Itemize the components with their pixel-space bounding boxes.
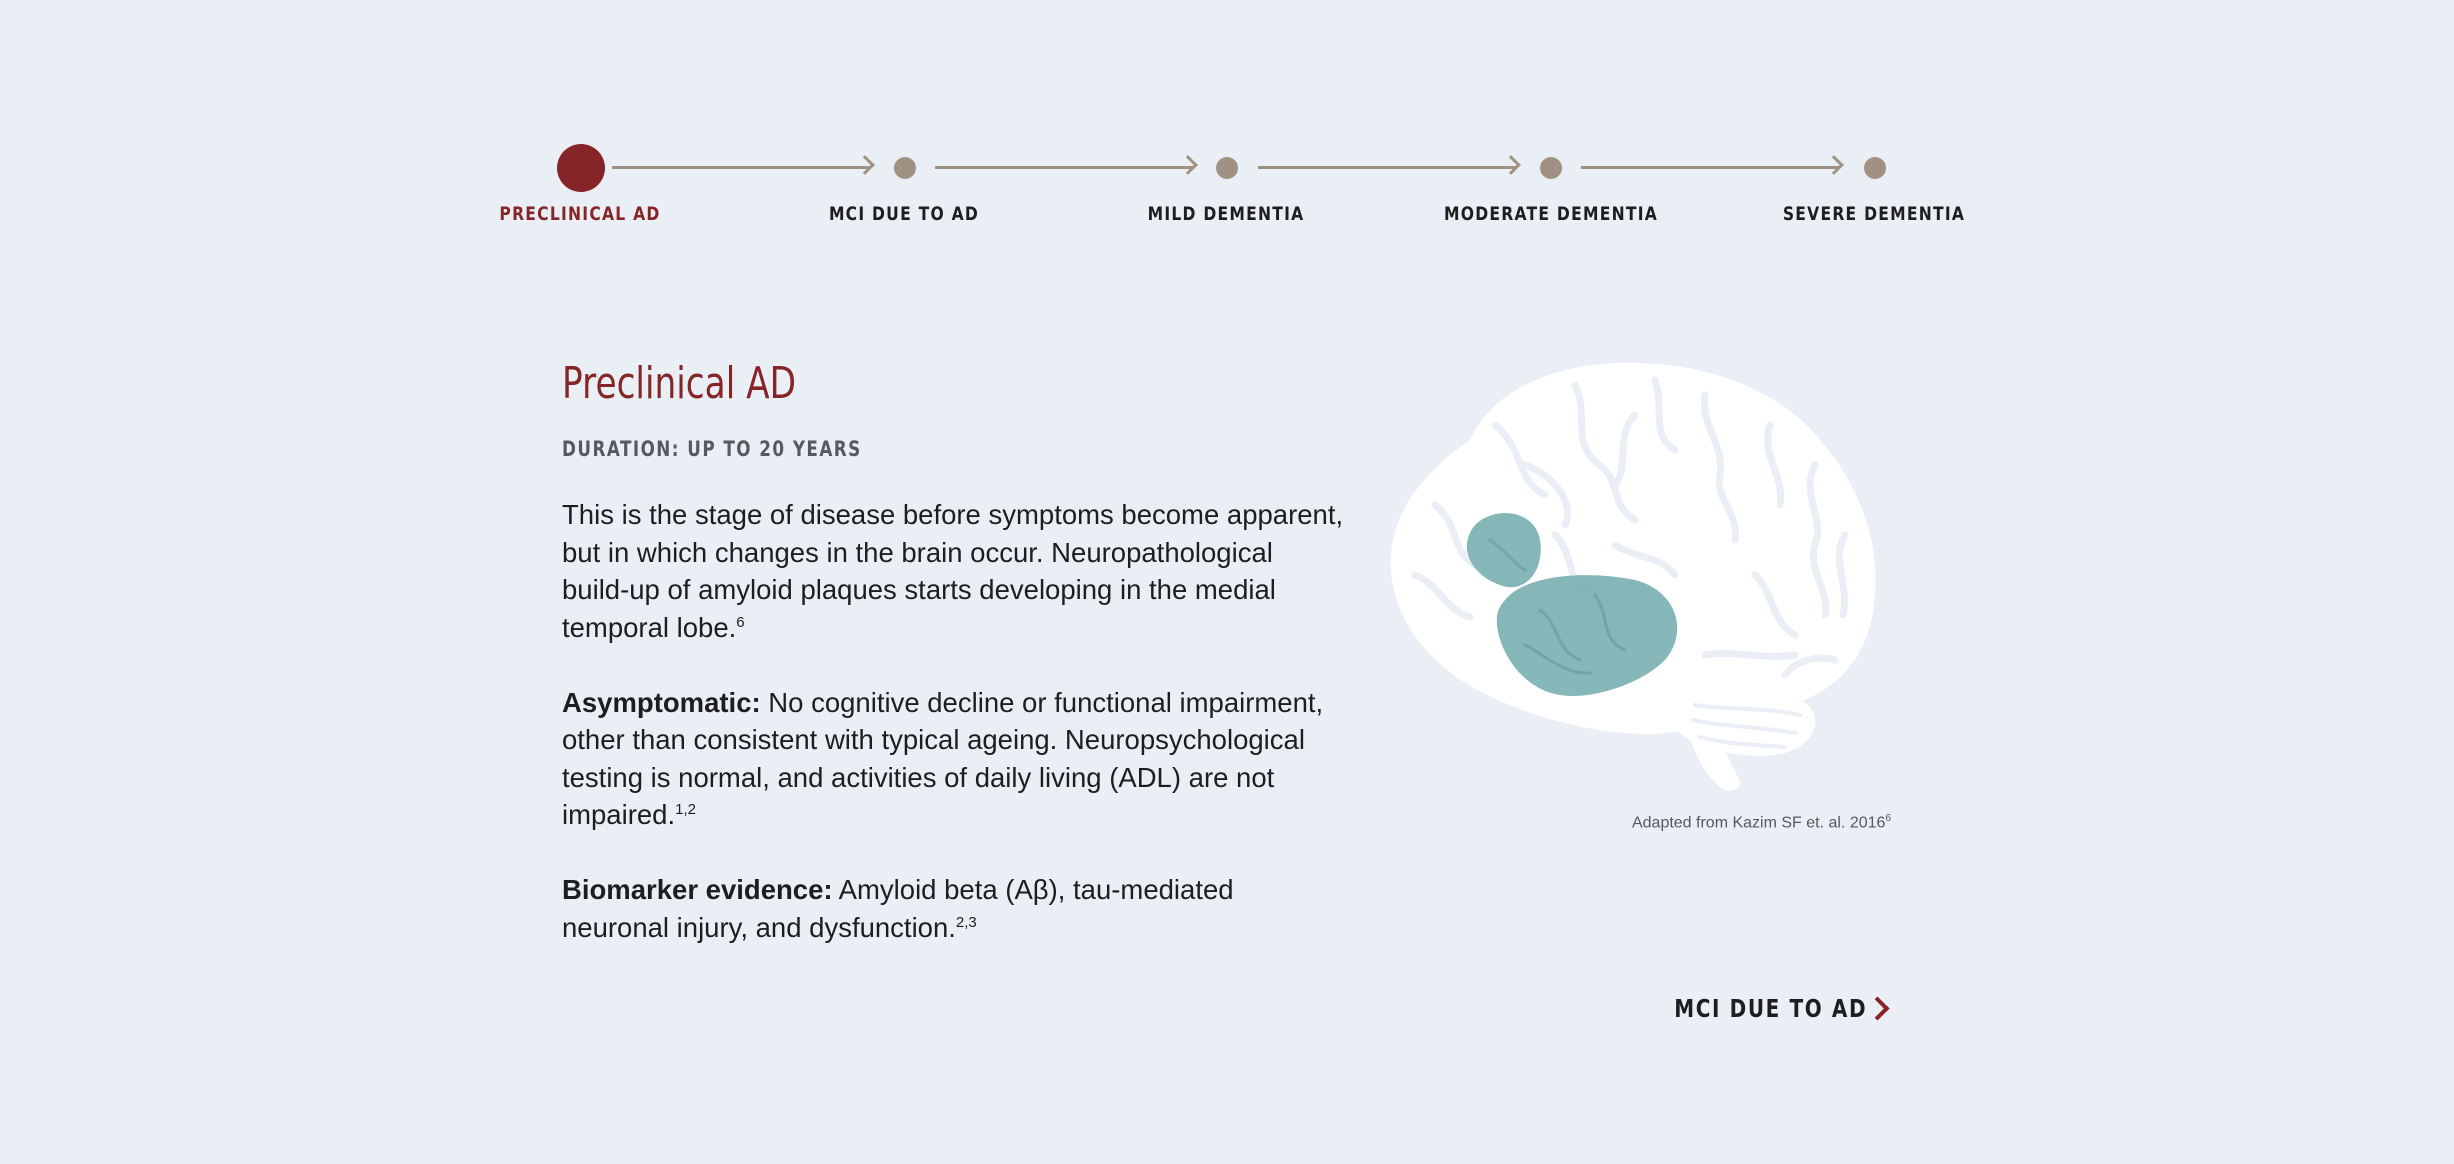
step-label-moderate[interactable]: MODERATE DEMENTIA (1443, 203, 1659, 225)
step-label-severe[interactable]: SEVERE DEMENTIA (1782, 203, 1966, 225)
reference-superscript: 1,2 (675, 800, 696, 818)
paragraph-text: Amyloid beta (Aβ), tau-mediated neuronal injury, and dysfunction. (562, 874, 1234, 943)
step-label-preclinical[interactable]: PRECLINICAL AD (499, 203, 661, 225)
paragraph-lead: Biomarker evidence: (562, 874, 833, 905)
step-arrow (1258, 166, 1516, 169)
step-label-mild[interactable]: MILD DEMENTIA (1147, 203, 1305, 225)
paragraph-lead: Asymptomatic: (562, 686, 761, 718)
brain-illustration (1375, 355, 1895, 795)
arrow-head-icon (1824, 155, 1844, 175)
step-dot-severe[interactable] (1864, 157, 1886, 179)
step-dot-mci[interactable] (894, 157, 916, 179)
step-label-mci[interactable]: MCI DUE TO AD (828, 203, 980, 225)
step-arrow (612, 166, 870, 169)
reference-superscript: 2,3 (955, 913, 977, 931)
stage-duration: DURATION: UP TO 20 YEARS (562, 437, 862, 461)
paragraph-text: No cognitive decline or functional impairment, other than consistent with typical ageing. Neuropsychological testing is normal, and activities of daily living (ADL) are not impaired. (562, 686, 1324, 830)
caption-text: Adapted from Kazim SF et. al. 2016 (1631, 814, 1886, 832)
step-arrow (1581, 166, 1839, 169)
next-stage-label[interactable]: MCI DUE TO AD (1674, 994, 1867, 1023)
reference-superscript: 6 (736, 613, 745, 631)
arrow-head-icon (1178, 155, 1198, 175)
step-arrow (935, 166, 1193, 169)
step-dot-preclinical[interactable] (557, 144, 605, 192)
asymptomatic-paragraph (562, 684, 1347, 834)
arrow-head-icon (855, 155, 875, 175)
step-dot-mild[interactable] (1216, 157, 1238, 179)
next-stage-link[interactable] (1626, 994, 1892, 1023)
arrow-head-icon (1501, 155, 1521, 175)
figure-caption (1632, 813, 1891, 832)
step-dot-moderate[interactable] (1540, 157, 1562, 179)
caption-reference: 6 (1885, 813, 1891, 824)
chevron-right-icon[interactable] (1865, 996, 1889, 1020)
stage-stepper (0, 0, 2454, 260)
stage-description (562, 496, 1347, 984)
description-paragraph (562, 496, 1347, 646)
paragraph-text: This is the stage of disease before symptoms become apparent, but in which changes in the brain occur. Neuropathological build-up of amyloid plaques starts developing in the medial temporal lobe. (562, 499, 1344, 643)
stage-title: Preclinical AD (562, 358, 797, 409)
biomarker-paragraph (562, 871, 1347, 946)
